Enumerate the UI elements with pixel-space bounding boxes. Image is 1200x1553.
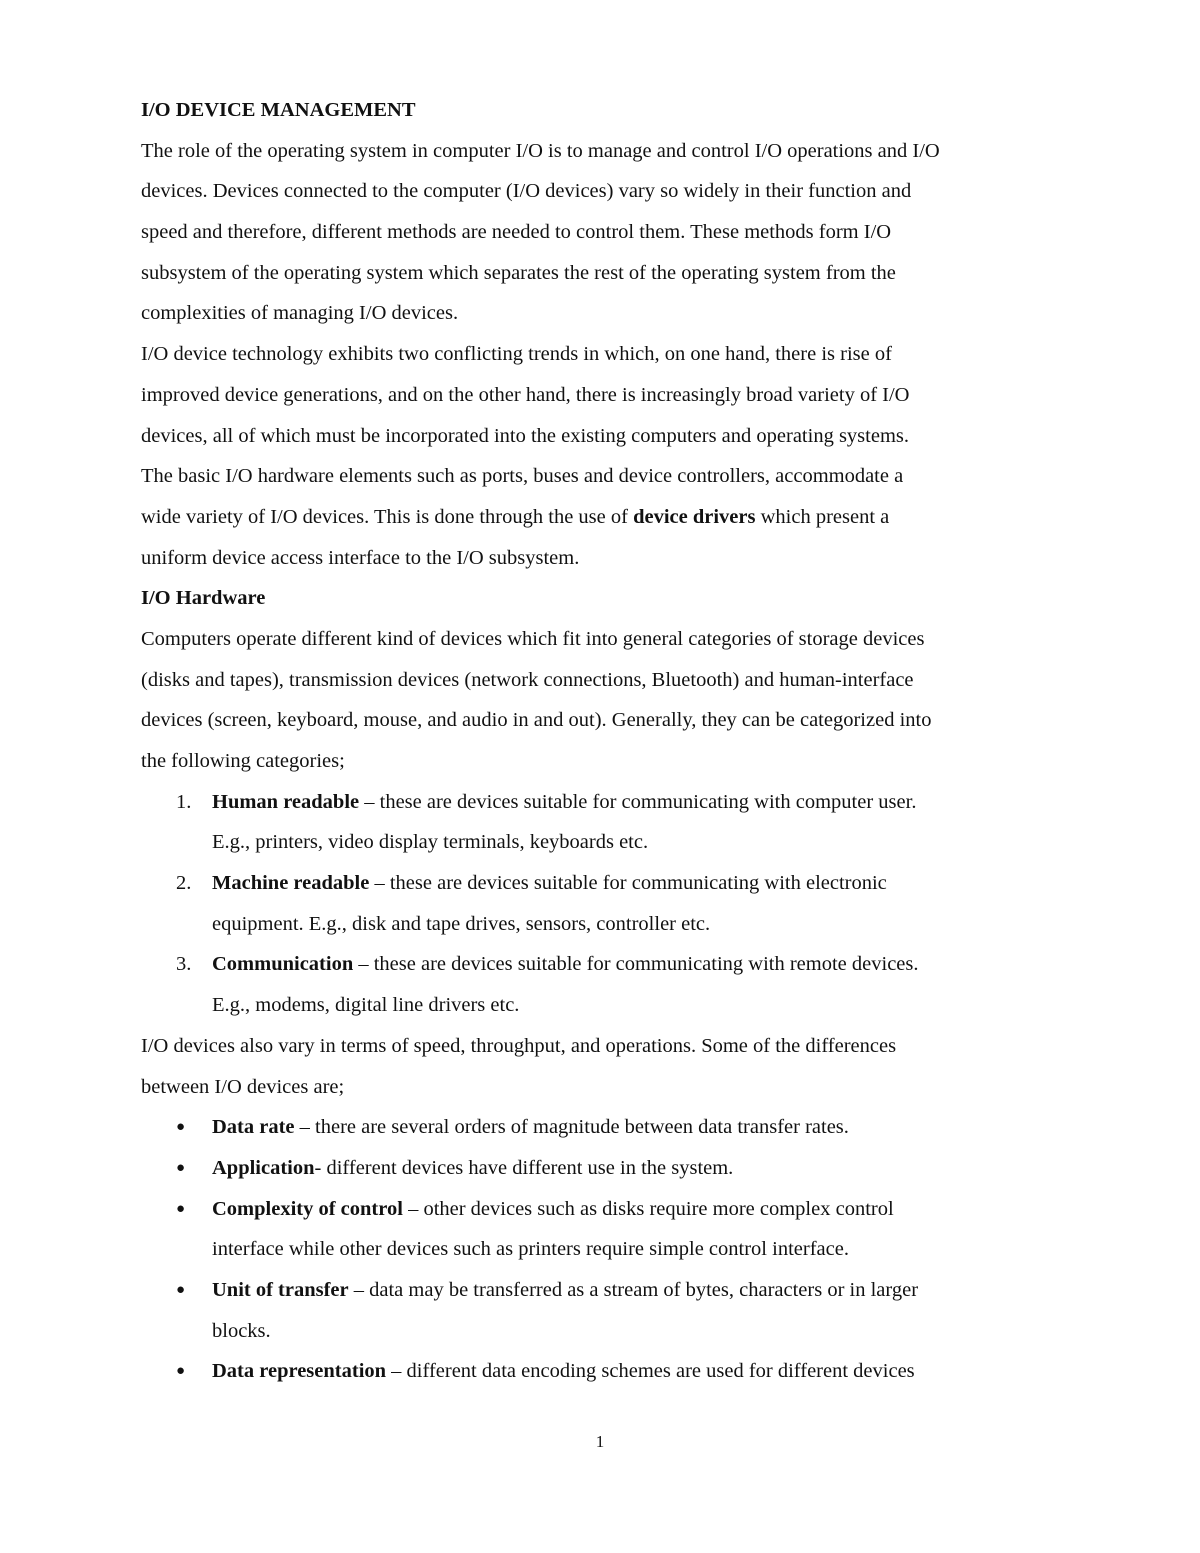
list-item-term: Communication [212, 953, 354, 976]
list-item [141, 1351, 1071, 1392]
list-item-text: - different devices have different use in the system. [314, 1156, 734, 1179]
list-item-continuation: interface while other devices such as printers require simple control interface. [212, 1238, 849, 1261]
text-line: the following categories; [141, 750, 345, 772]
list-item-text: – data may be transferred as a stream of bytes, characters or in larger [348, 1278, 919, 1301]
text-line: (disks and tapes), transmission devices (network connections, Bluetooth) and human-interface [141, 668, 914, 691]
list-item-term: Application [212, 1156, 315, 1179]
list-item-line [141, 863, 1071, 904]
bullet-icon: ● [176, 1200, 186, 1217]
text-line: complexities of managing I/O devices. [141, 302, 459, 325]
list-item-line [141, 944, 1071, 985]
text-line [141, 497, 1071, 538]
section-heading-io-hardware: I/O Hardware [141, 587, 266, 610]
differences-list [141, 1107, 1071, 1392]
differences-paragraph [141, 1026, 1071, 1107]
list-item [141, 1148, 1071, 1189]
text-line: improved device generations, and on the other hand, there is increasingly broad variety of I/O [141, 383, 910, 406]
list-item-line [141, 1270, 1071, 1311]
text-line: Computers operate different kind of devices which fit into general categories of storage devices [141, 627, 925, 650]
list-item [141, 782, 1071, 863]
text-line: The role of the operating system in computer I/O is to manage and control I/O operations and I/O [141, 139, 940, 162]
list-item-continuation: E.g., printers, video display terminals, keyboards etc. [212, 831, 649, 854]
bullet-icon: ● [176, 1159, 186, 1176]
list-item-term: Complexity of control [212, 1197, 403, 1220]
list-item-text: – there are several orders of magnitude between data transfer rates. [294, 1116, 849, 1139]
hardware-paragraph [141, 619, 1071, 782]
list-item-text: – different data encoding schemes are used for different devices [386, 1360, 915, 1383]
list-number: 1. [176, 790, 192, 813]
page-number: 1 [595, 1432, 605, 1451]
text-line: devices. Devices connected to the computer (I/O devices) vary so widely in their function and [141, 180, 912, 203]
list-item-continuation: E.g., modems, digital line drivers etc. [212, 994, 520, 1017]
list-number: 3. [176, 953, 192, 976]
page-title: I/O DEVICE MANAGEMENT [141, 99, 416, 121]
list-item-text: – these are devices suitable for communicating with electronic [369, 872, 887, 895]
text-line: subsystem of the operating system which separates the rest of the operating system from the [141, 261, 896, 284]
text-line: devices, all of which must be incorporated into the existing computers and operating systems. [141, 424, 909, 447]
technology-paragraph [141, 334, 1071, 578]
list-item-term: Human readable [212, 790, 360, 813]
list-item [141, 944, 1071, 1025]
list-item-term: Unit of transfer [212, 1278, 349, 1301]
list-number: 2. [176, 872, 192, 895]
text-span: which present a [755, 505, 890, 528]
bullet-icon: ● [176, 1363, 186, 1380]
text-line: between I/O devices are; [141, 1075, 345, 1098]
device-drivers-term: device drivers [633, 505, 756, 528]
text-line: I/O device technology exhibits two conflicting trends in which, on one hand, there is rise of [141, 343, 892, 366]
text-line: The basic I/O hardware elements such as ports, buses and device controllers, accommodate a [141, 465, 904, 488]
text-line: I/O devices also vary in terms of speed, throughput, and operations. Some of the differences [141, 1034, 897, 1057]
list-item [141, 1189, 1071, 1270]
intro-paragraph [141, 131, 1071, 334]
list-item-text: – other devices such as disks require more complex control [402, 1197, 894, 1220]
list-item-line [141, 782, 1071, 823]
text-line: uniform device access interface to the I/O subsystem. [141, 546, 580, 569]
bullet-icon: ● [176, 1281, 186, 1298]
list-item [141, 1270, 1071, 1351]
list-item-continuation: blocks. [212, 1319, 271, 1342]
list-item-continuation: equipment. E.g., disk and tape drives, sensors, controller etc. [212, 912, 711, 935]
list-item [141, 1107, 1071, 1148]
text-line: devices (screen, keyboard, mouse, and audio in and out). Generally, they can be categorized into [141, 709, 932, 732]
bullet-icon: ● [176, 1119, 186, 1136]
list-item [141, 863, 1071, 944]
list-item-line [141, 1148, 1071, 1189]
list-item-term: Data rate [212, 1116, 295, 1139]
list-item-term: Data representation [212, 1360, 387, 1383]
list-item-text: – these are devices suitable for communicating with remote devices. [353, 953, 919, 976]
page-content [141, 90, 1071, 1392]
list-item-term: Machine readable [212, 872, 370, 895]
text-line: speed and therefore, different methods are needed to control them. These methods form I/O [141, 221, 892, 244]
text-span: wide variety of I/O devices. This is done through the use of [141, 505, 634, 528]
categories-list [141, 782, 1071, 1026]
list-item-line [141, 1351, 1071, 1392]
list-item-line [141, 1107, 1071, 1148]
list-item-text: – these are devices suitable for communicating with computer user. [359, 790, 917, 813]
list-item-line [141, 1189, 1071, 1230]
